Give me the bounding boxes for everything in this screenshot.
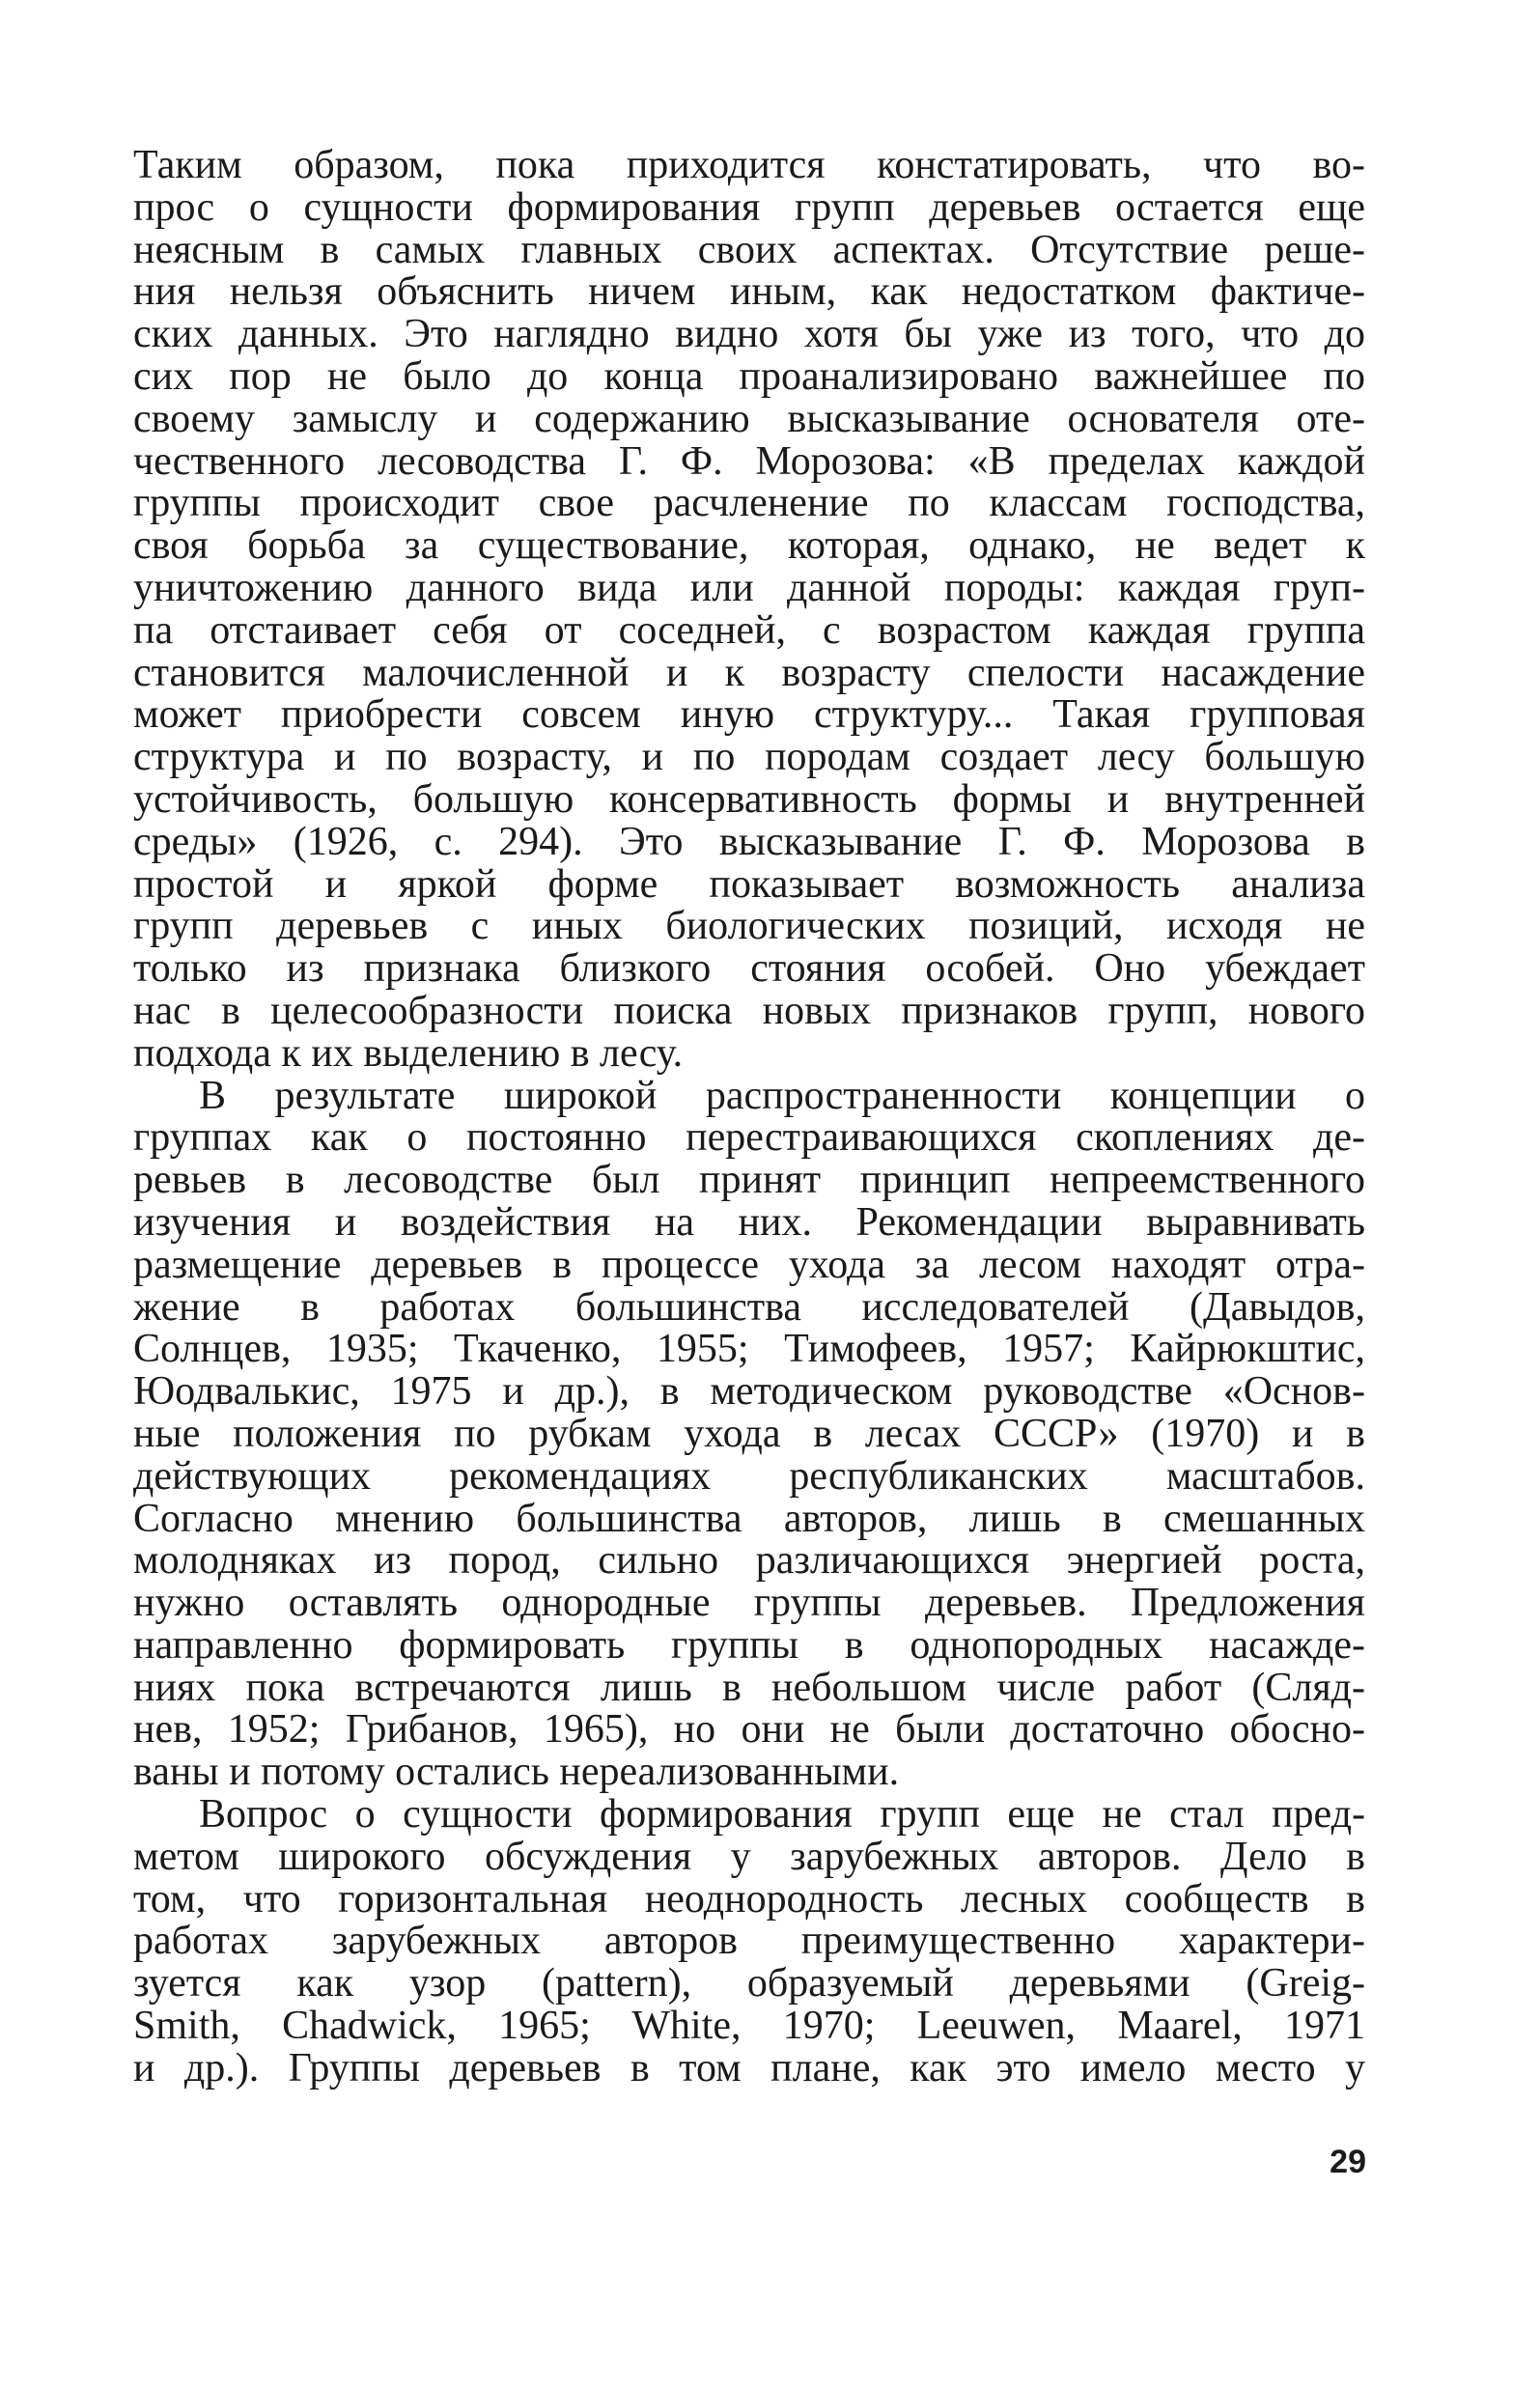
text-line: ских данных. Это наглядно видно хотя бы уже из того, что до — [133, 314, 1365, 356]
text-line: метом широкого обсуждения у зарубежных авторов. Дело в — [133, 1836, 1365, 1879]
text-line: чественного лесоводства Г. Ф. Морозова: «В пределах каждой — [133, 440, 1365, 484]
text-line: только из признака близкого стояния особей. Оно убеждает — [133, 948, 1365, 991]
text-line: устойчивость, большую консервативность формы и внутренней — [133, 778, 1365, 822]
text-line: ревьев в лесоводстве был принят принцип непреемственного — [133, 1160, 1365, 1202]
text-line: действующих рекомендациях республиканских масштабов. — [133, 1455, 1365, 1499]
text-line: может приобрести совсем иную структуру... Такая групповая — [133, 694, 1365, 738]
text-line: па отстаивает себя от соседней, с возрастом каждая группа — [133, 609, 1365, 653]
text-line: Согласно мнению большинства авторов, лишь в смешанных — [133, 1498, 1365, 1541]
text-line: становится малочисленной и к возрасту спелости насаждение — [133, 652, 1365, 695]
text-line: Таким образом, пока приходится констатировать, что во- — [133, 145, 1365, 187]
text-line: структура и по возрасту, и по породам создает лесу большую — [133, 737, 1365, 779]
paragraph-last-line: подхода к их выделению в лесу. — [133, 1032, 684, 1076]
text-line: уничтожению данного вида или данной породы: каждая груп- — [133, 567, 1365, 610]
text-line: группах как о постоянно перестраивающихся скоплениях де- — [133, 1117, 1365, 1161]
text-line: ные положения по рубкам ухода в лесах СССР» (1970) и в — [133, 1413, 1365, 1456]
text-line: групп деревьев с иных биологических позиций, исходя не — [133, 906, 1365, 949]
text-line: простой и яркой форме показывает возможность анализа — [133, 863, 1365, 907]
text-line: направленно формировать группы в однопородных насажде- — [133, 1624, 1365, 1668]
text-line: Юодвалькис, 1975 и др.), в методическом руководстве «Основ- — [133, 1371, 1365, 1414]
text-line: зуется как узор (pattern), образуемый деревьями (Greig- — [133, 1963, 1365, 2006]
text-line: Smith, Chadwick, 1965; White, 1970; Leeuwen, Maarel, 1971 — [133, 2006, 1365, 2048]
paragraph-first-line: В результате широкой распространенности концепции о — [199, 1075, 1365, 1118]
text-line: неясным в самых главных своих аспектах. Отсутствие реше- — [133, 229, 1365, 272]
page-body — [133, 145, 1365, 2090]
text-line: и др.). Группы деревьев в том плане, как это имело место у — [133, 2047, 1365, 2090]
text-line: том, что горизонтальная неоднородность лесных сообществ в — [133, 1878, 1365, 1922]
text-line: нев, 1952; Грибанов, 1965), но они не были достаточно обосно- — [133, 1709, 1365, 1753]
text-line: среды» (1926, с. 294). Это высказывание Г. Ф. Морозова в — [133, 821, 1365, 864]
text-line: Солнцев, 1935; Ткаченко, 1955; Тимофеев, 1957; Кайрюкштис, — [133, 1329, 1365, 1372]
text-line: размещение деревьев в процессе ухода за лесом находят отра- — [133, 1244, 1365, 1287]
text-line: нужно оставлять однородные группы деревьев. Предложения — [133, 1583, 1365, 1625]
paragraph-first-line: Вопрос о сущности формирования групп еще не стал пред- — [199, 1794, 1365, 1837]
text-line: прос о сущности формирования групп деревьев остается еще — [133, 186, 1365, 230]
text-line: сих пор не было до конца проанализировано важнейшее по — [133, 355, 1365, 399]
paragraph-last-line: ваны и потому остались нереализованными. — [133, 1752, 900, 1795]
text-line: изучения и воздействия на них. Рекомендации выравнивать — [133, 1201, 1365, 1245]
text-line: молодняках из пород, сильно различающихся энергией роста, — [133, 1540, 1365, 1584]
text-line: своя борьба за существование, которая, однако, не ведет к — [133, 525, 1365, 568]
text-line: нас в целесообразности поиска новых признаков групп, нового — [133, 990, 1365, 1033]
text-line: жение в работах большинства исследователей (Давыдов, — [133, 1286, 1365, 1330]
text-line: группы происходит свое расчленение по классам господства, — [133, 483, 1365, 526]
text-line: своему замыслу и содержанию высказывание основателя оте- — [133, 398, 1365, 441]
text-line: ниях пока встречаются лишь в небольшом числе работ (Сляд- — [133, 1667, 1365, 1710]
text-line: работах зарубежных авторов преимущественно характери- — [133, 1921, 1365, 1964]
text-line: ния нельзя объяснить ничем иным, как недостатком фактиче- — [133, 271, 1365, 315]
page-number: 29 — [1330, 2144, 1366, 2180]
